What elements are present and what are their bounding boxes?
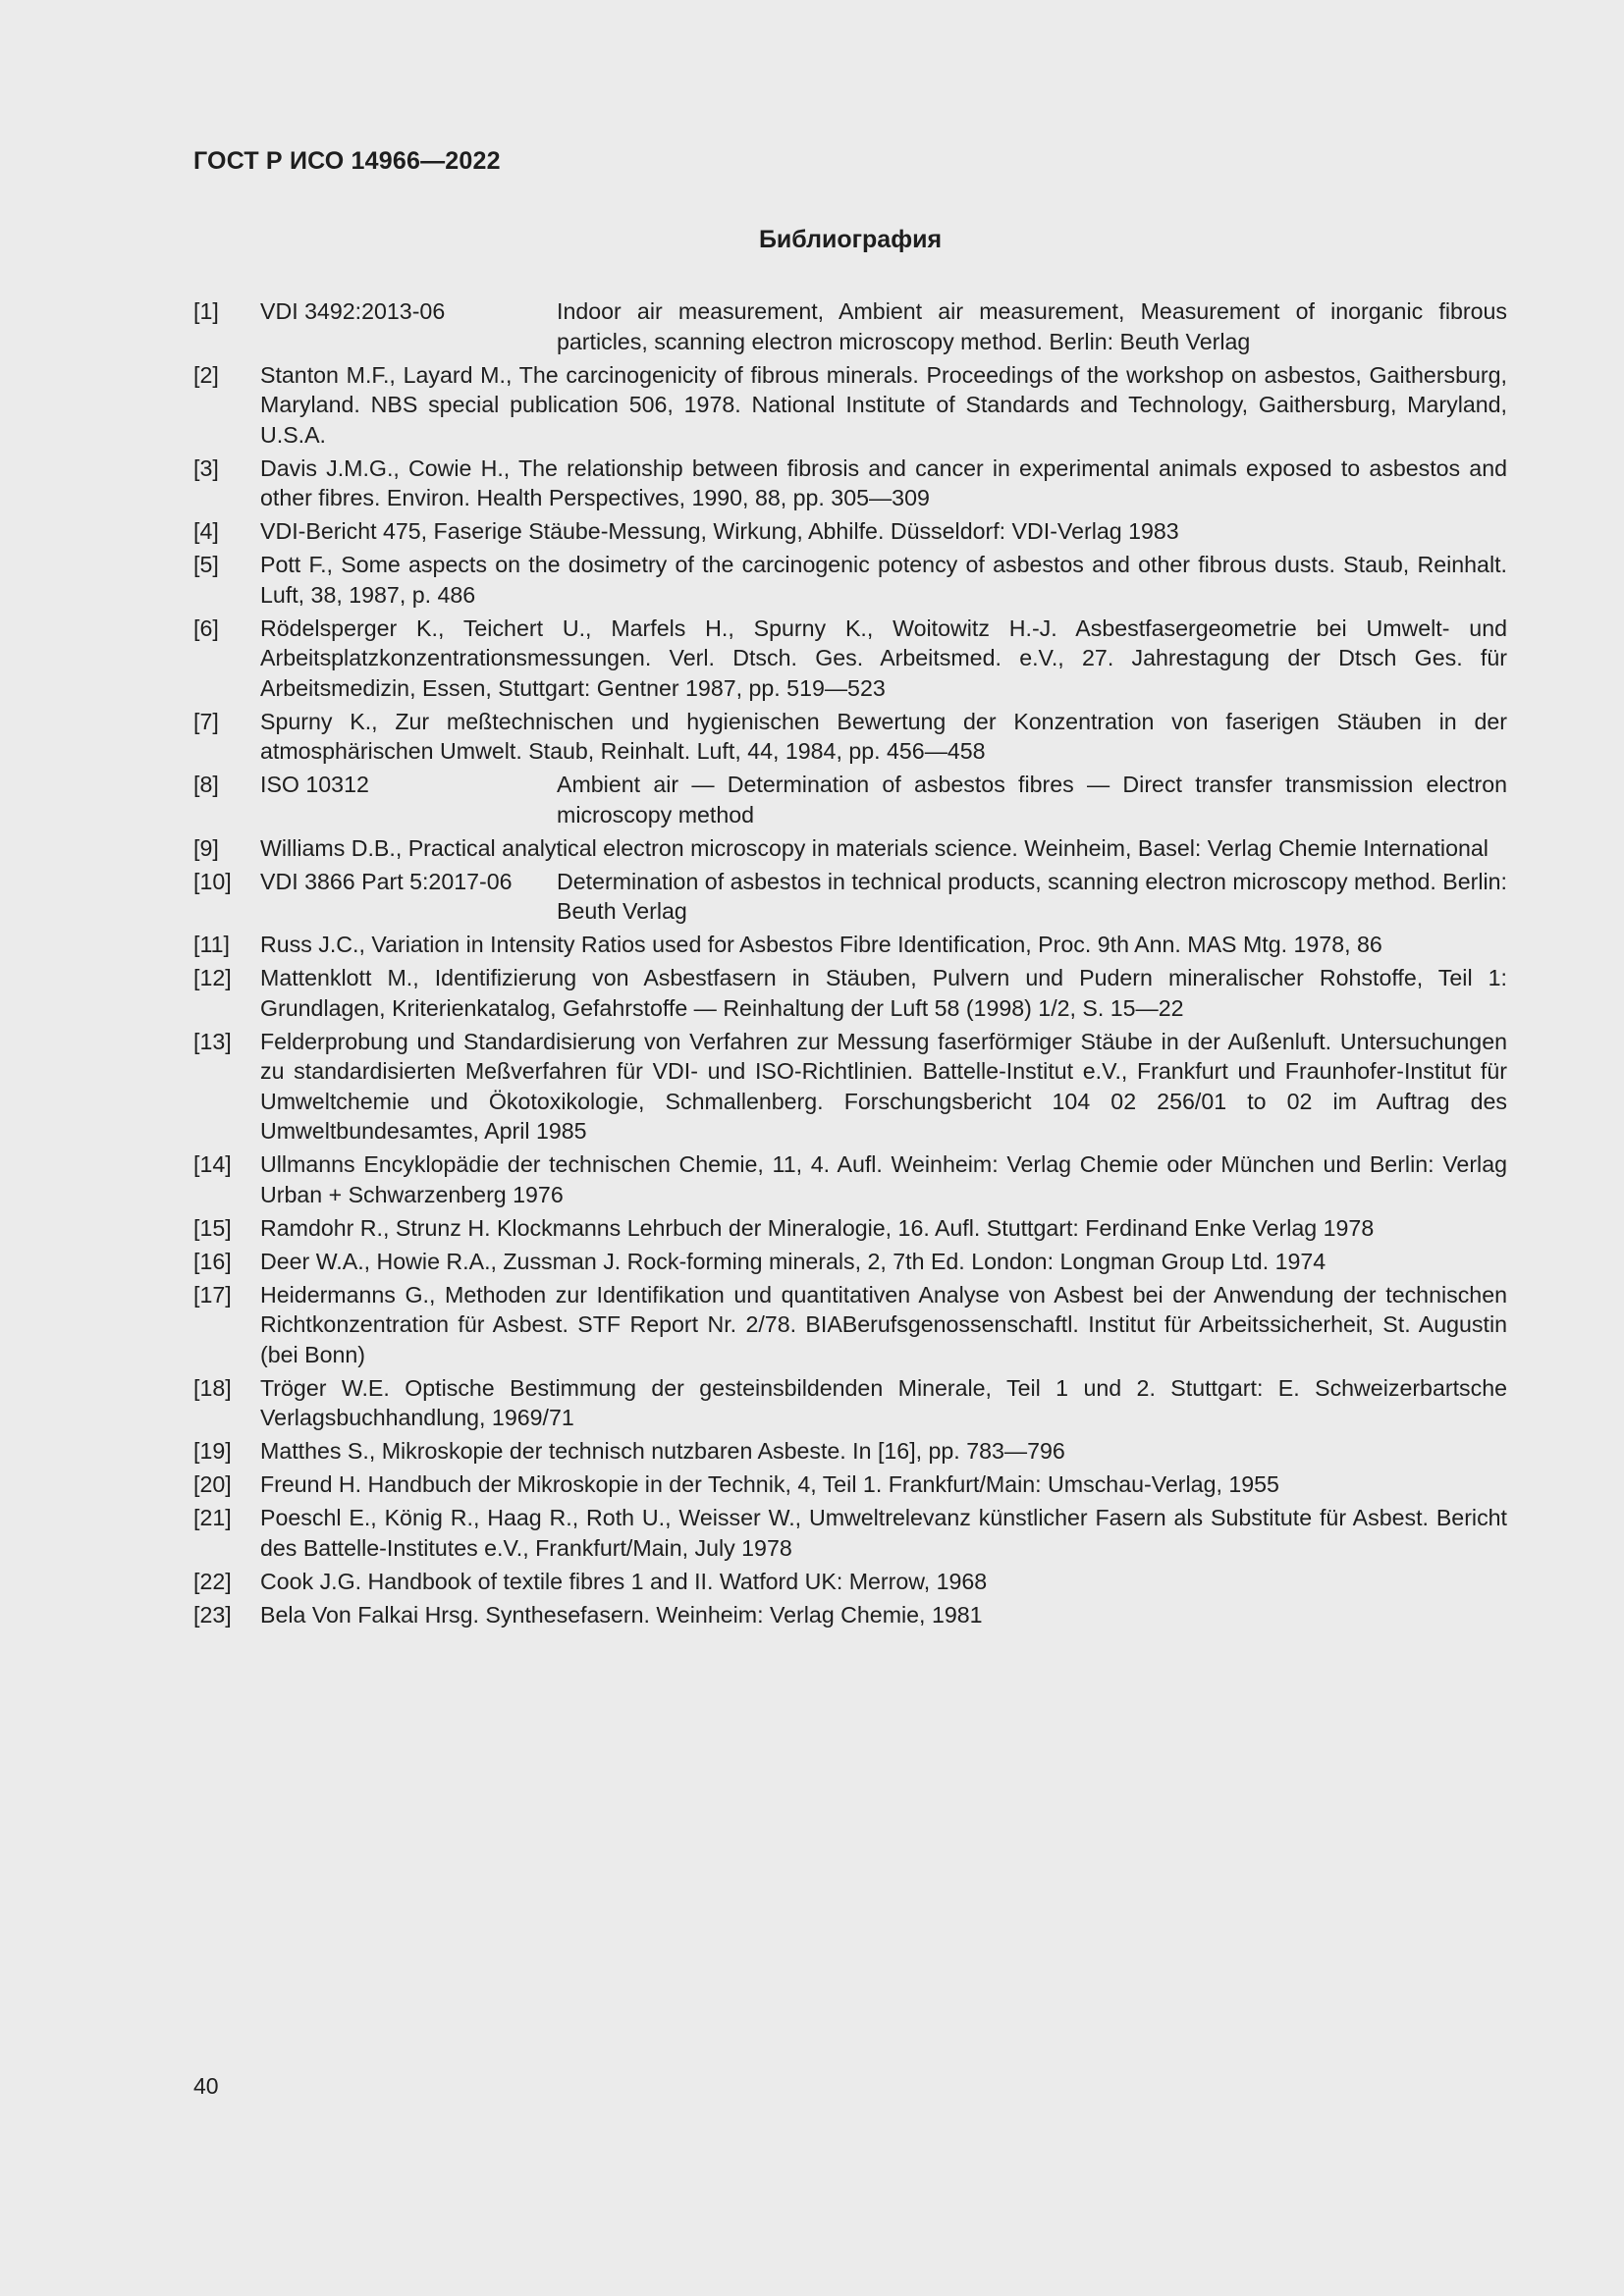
entry-number: [14] xyxy=(193,1151,232,1177)
bibliography-entry xyxy=(193,930,1507,960)
entry-text: Pott F., Some aspects on the dosimetry of the carcinogenic potency of asbestos and other fibrous dusts. Staub, Reinhalt. Luft, 38, 1987, p. 486 xyxy=(260,552,1507,608)
entry-number: [23] xyxy=(193,1601,232,1628)
entry-text: VDI-Bericht 475, Faserige Stäube-Messung, Wirkung, Abhilfe. Düsseldorf: VDI-Verlag 1983 xyxy=(260,518,1179,544)
entry-number: [18] xyxy=(193,1374,232,1401)
bibliography-entry xyxy=(193,1503,1507,1563)
entry-text: Indoor air measurement, Ambient air measurement, Measurement of inorganic fibrous particles, scanning electron microscopy method. Berlin: Beuth Verlag xyxy=(557,298,1507,354)
entry-number: [7] xyxy=(193,708,219,734)
entry-number: [8] xyxy=(193,772,219,797)
entry-number: [11] xyxy=(193,932,230,957)
entry-number: [21] xyxy=(193,1505,232,1530)
bibliography-entry xyxy=(193,1247,1507,1277)
entry-text: Spurny K., Zur meßtechnischen und hygienischen Bewertung der Konzentration von faserigen Stäuben in der atmosphärischen Umwelt. Staub, Reinhalt. Luft, 44, 1984, pp. 456—458 xyxy=(260,708,1507,764)
entry-text: Poeschl E., König R., Haag R., Roth U., Weisser W., Umweltrelevanz künstlicher Fasern als Substitute für Asbest. Bericht des Battelle-Institutes e.V., Frankfurt/Main, July 1978 xyxy=(260,1505,1507,1561)
entry-text: Cook J.G. Handbook of textile fibres 1 and II. Watford UK: Merrow, 1968 xyxy=(260,1568,988,1594)
entry-text: Determination of asbestos in technical products, scanning electron microscopy method. Berlin: Beuth Verlag xyxy=(557,868,1507,924)
entry-text: Williams D.B., Practical analytical electron microscopy in materials science. Weinheim, Basel: Verlag Chemie International xyxy=(260,834,1489,861)
entry-standard-code: VDI 3492:2013-06 xyxy=(260,298,446,324)
entry-number: [2] xyxy=(193,361,219,388)
entry-standard-code: ISO 10312 xyxy=(260,772,369,797)
bibliography-entry xyxy=(193,1436,1507,1467)
bibliography-entry xyxy=(193,1213,1507,1244)
entry-text: Freund H. Handbuch der Mikroskopie in der Technik, 4, Teil 1. Frankfurt/Main: Umschau-Verlag, 1955 xyxy=(260,1471,1279,1497)
bibliography-entry xyxy=(193,1027,1507,1147)
entry-standard-code: VDI 3866 Part 5:2017-06 xyxy=(260,868,513,894)
bibliography-entry xyxy=(193,770,1507,829)
bibliography-entry xyxy=(193,614,1507,704)
entry-text: Ambient air — Determination of asbestos fibres — Direct transfer transmission electron microscopy method xyxy=(557,772,1507,828)
entry-number: [19] xyxy=(193,1438,232,1464)
entry-text: Bela Von Falkai Hrsg. Synthesefasern. Weinheim: Verlag Chemie, 1981 xyxy=(260,1601,983,1628)
entry-text: Davis J.M.G., Cowie H., The relationship between fibrosis and cancer in experimental animals exposed to asbestos and other fibres. Environ. Health Perspectives, 1990, 88, pp. 305—309 xyxy=(260,454,1507,510)
bibliography-entry xyxy=(193,1469,1507,1500)
entry-text: Deer W.A., Howie R.A., Zussman J. Rock-forming minerals, 2, 7th Ed. London: Longman Group Ltd. 1974 xyxy=(260,1248,1326,1274)
entry-text: Heidermanns G., Methoden zur Identifikation und quantitativen Analyse von Asbest bei der Anwendung der technischen Richtkonzentration für Asbest. STF Report Nr. 2/78. BIABerufsgenossenschaftl. Institut für Arbeitssicherheit, St. Augustin (bei Bonn) xyxy=(260,1281,1507,1367)
entry-number: [15] xyxy=(193,1214,232,1241)
bibliography-entry xyxy=(193,1567,1507,1597)
entry-number: [10] xyxy=(193,868,232,894)
entry-text: Felderprobung und Standardisierung von Verfahren zur Messung faserförmiger Stäube in der Außenluft. Untersuchungen zu standardisierten Meßverfahren für VDI- und ISO-Richtlinien. Battelle-Institut e.V., Frankfurt und Fraunhofer-Institut für Umweltchemie und Ökotoxikologie, Schmallenberg. Forschungsbericht 104 02 256/01 to 02 im Auftrag des Umweltbundesamtes, April 1985 xyxy=(260,1028,1507,1144)
entry-number: [16] xyxy=(193,1248,232,1274)
section-title: Библиография xyxy=(758,226,943,253)
bibliography-entry xyxy=(193,360,1507,451)
entry-text: Tröger W.E. Optische Bestimmung der gesteinsbildenden Minerale, Teil 1 und 2. Stuttgart: E. Schweizerbartsche Verlagsbuchhandlung, 1969/71 xyxy=(260,1374,1507,1430)
bibliography-entry xyxy=(193,296,1507,356)
bibliography-entry xyxy=(193,516,1507,547)
entry-number: [4] xyxy=(193,518,219,544)
page-number: 40 xyxy=(193,2073,219,2099)
entry-text: Ramdohr R., Strunz H. Klockmanns Lehrbuch der Mineralogie, 16. Aufl. Stuttgart: Ferdinand Enke Verlag 1978 xyxy=(260,1214,1375,1241)
bibliography-entry xyxy=(193,833,1507,864)
entry-text: Matthes S., Mikroskopie der technisch nutzbaren Asbeste. In [16], pp. 783—796 xyxy=(260,1438,1065,1464)
entry-text: Rödelsperger K., Teichert U., Marfels H., Spurny K., Woitowitz H.-J. Asbestfasergeometrie bei Umwelt- und Arbeitsplatzkonzentrationsmessungen. Verl. Dtsch. Ges. Arbeitsmed. e.V., 27. Jahrestagung der Dtsch Ges. für Arbeitsmedizin, Essen, Stuttgart: Gentner 1987, pp. 519—523 xyxy=(260,614,1507,701)
entry-number: [6] xyxy=(193,614,219,641)
entry-number: [13] xyxy=(193,1028,232,1054)
entry-number: [17] xyxy=(193,1281,232,1308)
bibliography-entry xyxy=(193,1149,1507,1209)
entry-number: [20] xyxy=(193,1471,232,1497)
bibliography-entry xyxy=(193,867,1507,927)
entry-text: Ullmanns Encyklopädie der technischen Chemie, 11, 4. Aufl. Weinheim: Verlag Chemie oder München und Berlin: Verlag Urban + Schwarzenberg 1976 xyxy=(260,1151,1507,1207)
entry-text: Stanton M.F., Layard M., The carcinogenicity of fibrous minerals. Proceedings of the workshop on asbestos, Gaithersburg, Maryland. NBS special publication 506, 1978. National Institute of Standards and Technology, Gaithersburg, Maryland, U.S.A. xyxy=(260,361,1507,448)
bibliography-entry xyxy=(193,550,1507,610)
entry-number: [3] xyxy=(193,454,219,481)
bibliography-entry xyxy=(193,1373,1507,1433)
entry-number: [12] xyxy=(193,965,232,990)
bibliography-entry xyxy=(193,1280,1507,1370)
entry-text: Russ J.C., Variation in Intensity Ratios used for Asbestos Fibre Identification, Proc. 9th Ann. MAS Mtg. 1978, 86 xyxy=(260,932,1382,957)
bibliography-entry xyxy=(193,963,1507,1023)
entry-number: [22] xyxy=(193,1568,232,1594)
entry-text: Mattenklott M., Identifizierung von Asbestfasern in Stäuben, Pulvern und Pudern mineralischer Rohstoffe, Teil 1: Grundlagen, Kriterienkatalog, Gefahrstoffe — Reinhaltung der Luft 58 (1998) 1/2, S. 15—22 xyxy=(260,965,1507,1021)
bibliography-list xyxy=(193,296,1507,1633)
entry-number: [9] xyxy=(193,834,219,861)
entry-number: [5] xyxy=(193,552,219,577)
entry-number: [1] xyxy=(193,298,219,324)
document-header: ГОСТ Р ИСО 14966—2022 xyxy=(193,147,501,175)
bibliography-entry xyxy=(193,1600,1507,1630)
bibliography-entry xyxy=(193,454,1507,513)
bibliography-entry xyxy=(193,707,1507,767)
